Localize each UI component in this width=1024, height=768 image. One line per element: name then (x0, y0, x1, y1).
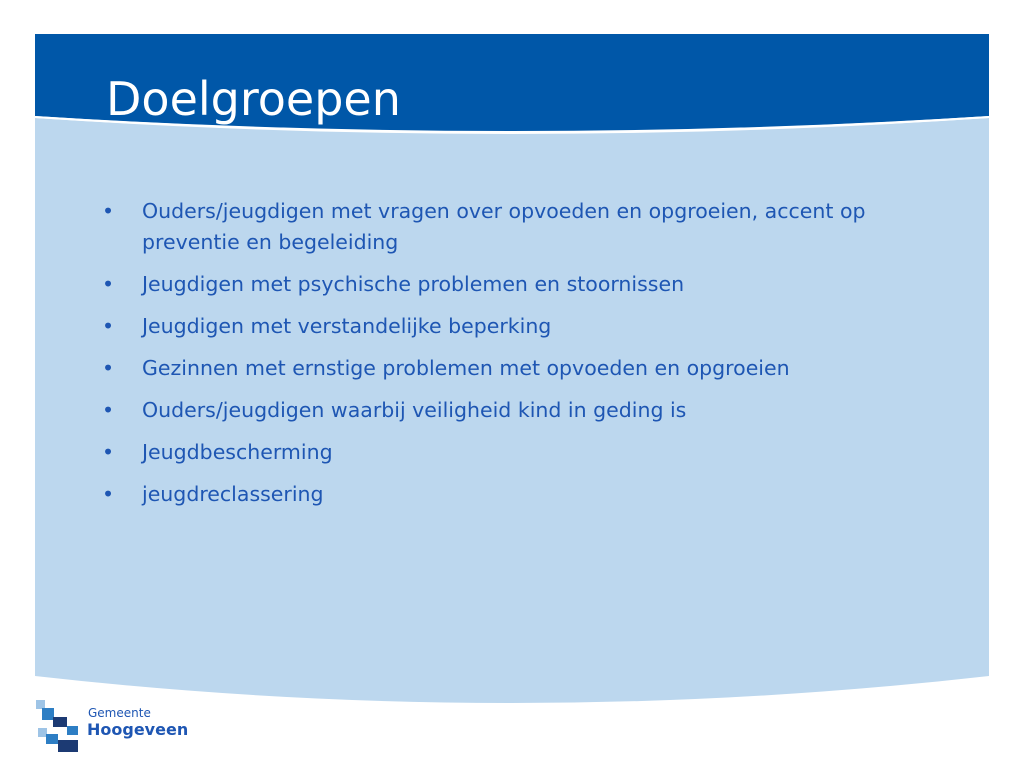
bullet-dot: • (102, 398, 115, 422)
bullet-text: jeugdreclassering (142, 482, 324, 506)
gemeente-hoogeveen-logo-icon (36, 698, 82, 756)
bullet-text: Ouders/jeugdigen waarbij veiligheid kind in geding is (142, 398, 687, 422)
bullet-text: Jeugdbescherming (142, 440, 333, 464)
bullet-list (100, 196, 900, 521)
bullet-text: Ouders/jeugdigen met vragen over opvoeden en opgroeien, accent op preventie en begeleiding (142, 199, 866, 254)
bullet-dot: • (102, 199, 115, 223)
list-item (100, 479, 900, 510)
bullet-dot: • (102, 356, 115, 380)
list-item (100, 269, 900, 300)
bullet-text: Gezinnen met ernstige problemen met opvoeden en opgroeien (142, 356, 790, 380)
bullet-dot: • (102, 314, 115, 338)
bullet-dot: • (102, 440, 115, 464)
logo-text-hoogeveen: Hoogeveen (87, 720, 189, 739)
list-item (100, 437, 900, 468)
list-item (100, 196, 900, 258)
bullet-dot: • (102, 272, 115, 296)
list-item (100, 395, 900, 426)
logo-text-gemeente: Gemeente (88, 706, 151, 720)
gemeente-hoogeveen-logo (36, 698, 196, 758)
bullet-text: Jeugdigen met verstandelijke beperking (142, 314, 552, 338)
bullet-dot: • (102, 482, 115, 506)
list-item (100, 311, 900, 342)
bullet-text: Jeugdigen met psychische problemen en stoornissen (142, 272, 685, 296)
list-item (100, 353, 900, 384)
slide-title: Doelgroepen (106, 72, 401, 126)
